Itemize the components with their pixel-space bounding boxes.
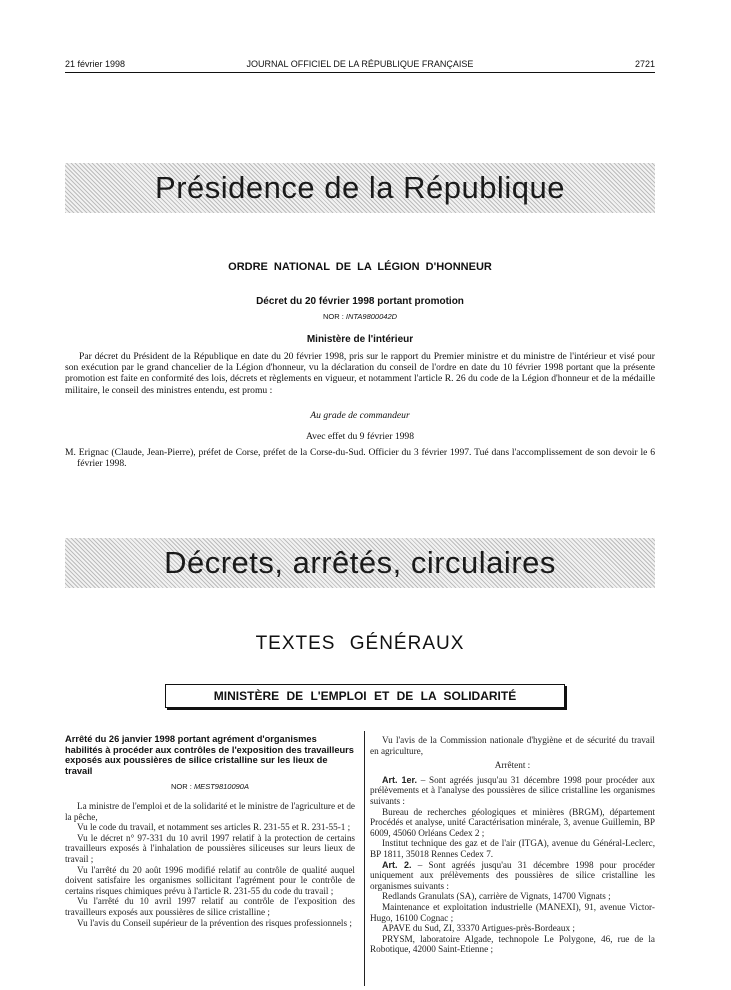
header-journal-title: JOURNAL OFFICIEL DE LA RÉPUBLIQUE FRANÇAISE: [246, 59, 474, 69]
left-paragraph: Vu l'avis du Conseil supérieur de la prévention des risques professionnels ;: [77, 917, 352, 928]
header-date: 21 février 1998: [65, 59, 126, 69]
article-2-item: Redlands Granulats (SA), carrière de Vignats, 14700 Vignats ;: [382, 891, 611, 902]
left-paragraph: Vu le décret n° 97-331 du 10 avril 1997 relatif à la protection de certains travailleurs exposés à l'inhalation de poussières siliceuses sur leurs lieux de travail ;: [65, 832, 355, 864]
banner-decrets-text: Décrets, arrêtés, circulaires: [164, 545, 556, 580]
header-page-number: 2721: [634, 59, 655, 69]
arrete-nor-code: MEST9810090A: [193, 782, 249, 791]
effect-date: Avec effet du 9 février 1998: [305, 431, 415, 442]
order-title: ORDRE NATIONAL DE LA LÉGION D'HONNEUR: [228, 261, 492, 273]
decree-nor-label: NOR :: [322, 312, 344, 321]
promoted-person: M. Erignac (Claude, Jean-Pierre), préfet de Corse, préfet de la Corse-du-Sud. Officier du 3 février 1997. Tué dans l'accomplissement de son devoir le 6 février 1998.: [65, 447, 655, 470]
arretent: Arrêtent :: [494, 760, 531, 771]
article-1-item: Bureau de recherches géologiques et minières (BRGM), département Procédés et analyse, unité Caractérisation minérale, 3, avenue Guillemin, BP 6009, 45060 Orléans Cedex 2 ;: [370, 806, 655, 838]
article-2: [370, 860, 655, 892]
article-2-item: PRYSM, laboratoire Algade, technopole Le Polygone, 46, rue de la Robotique, 42000 Saint-Etienne ;: [370, 933, 655, 955]
section-title: TEXTES GÉNÉRAUX: [255, 633, 465, 654]
right-intro: Vu l'avis de la Commission nationale d'hygiène et de sécurité du travail en agriculture,: [370, 735, 655, 756]
article-1-text: – Sont agréés jusqu'au 31 décembre 1998 pour procéder aux prélèvements et à l'analyse des poussières de silice cristalline les organismes suivants :: [370, 774, 655, 806]
arrete-nor-label: NOR :: [171, 782, 192, 791]
banner-presidence: [65, 163, 655, 213]
article-2-label: Art. 2.: [382, 859, 412, 870]
ministry-interior: Ministère de l'intérieur: [306, 334, 414, 345]
decree-title: Décret du 20 février 1998 portant promotion: [256, 296, 464, 307]
banner-presidence-text: Présidence de la République: [155, 170, 565, 205]
decree-nor-code: INTA9800042D: [345, 312, 398, 321]
column-divider: [364, 731, 365, 986]
article-2-text: – Sont agréés jusqu'au 31 décembre 1998 pour procéder uniquement aux prélèvements des poussières de silice cristalline les organismes suivants :: [370, 859, 655, 891]
decree-body: Par décret du Président de la République en date du 20 février 1998, pris sur le rapport du Premier ministre et du ministre de l'intérieur et visé pour son exécution par le grand chancelier de la Légion d'honneur, vu la déclaration du conseil de l'ordre en date du 10 février 1998 portant que la présente promotion est faite en conformité des lois, décrets et règlements en vigueur, et notamment l'article R. 26 du code de la Légion d'honneur et de la médaille militaire, le conseil des ministres entendu, est promu :: [65, 351, 655, 396]
ministry-box: [165, 684, 565, 708]
article-1-item: Institut technique des gaz et de l'air (ITGA), avenue du Général-Leclerc, BP 1811, 35018 Rennes Cedex 7.: [370, 838, 655, 859]
left-column: [65, 801, 355, 928]
decree-nor: [65, 312, 655, 321]
article-1-label: Art. 1er.: [382, 774, 417, 785]
left-paragraph: Vu l'arrêté du 20 août 1996 modifié relatif au contrôle de qualité auquel doivent satisfaire les organismes sollicitant l'agrément pour le contrôle de certains risques chimiques prévu à l'article R. 231-55 du code du travail ;: [65, 864, 355, 896]
left-paragraph: Vu l'arrêté du 10 avril 1997 relatif au contrôle de l'exposition des travailleurs exposés aux poussières de silice cristalline ;: [65, 896, 355, 917]
banner-decrets: [65, 538, 655, 588]
right-column: [370, 735, 655, 955]
left-paragraph: La ministre de l'emploi et de la solidarité et le ministre de l'agriculture et de la pêche,: [65, 801, 355, 822]
arrete-nor: [65, 782, 355, 791]
arrete-title: Arrêté du 26 janvier 1998 portant agrément d'organismes habilités à procéder aux contrôles de l'exposition des travailleurs exposés aux poussières de silice cristalline sur les lieux de travail: [65, 734, 354, 776]
ministry-box-label: MINISTÈRE DE L'EMPLOI ET DE LA SOLIDARITÉ: [213, 689, 517, 703]
article-2-item: APAVE du Sud, ZI, 33370 Artigues-près-Bordeaux ;: [382, 923, 575, 934]
header-divider: [65, 72, 655, 73]
grade: Au grade de commandeur: [310, 410, 410, 421]
article-2-item: Maintenance et exploitation industrielle (MANEXI), 91, avenue Victor-Hugo, 16100 Cognac ;: [370, 901, 655, 923]
article-1: [370, 775, 655, 807]
left-paragraph: Vu le code du travail, et notamment ses articles R. 231-55 et R. 231-55-1 ;: [77, 822, 351, 833]
